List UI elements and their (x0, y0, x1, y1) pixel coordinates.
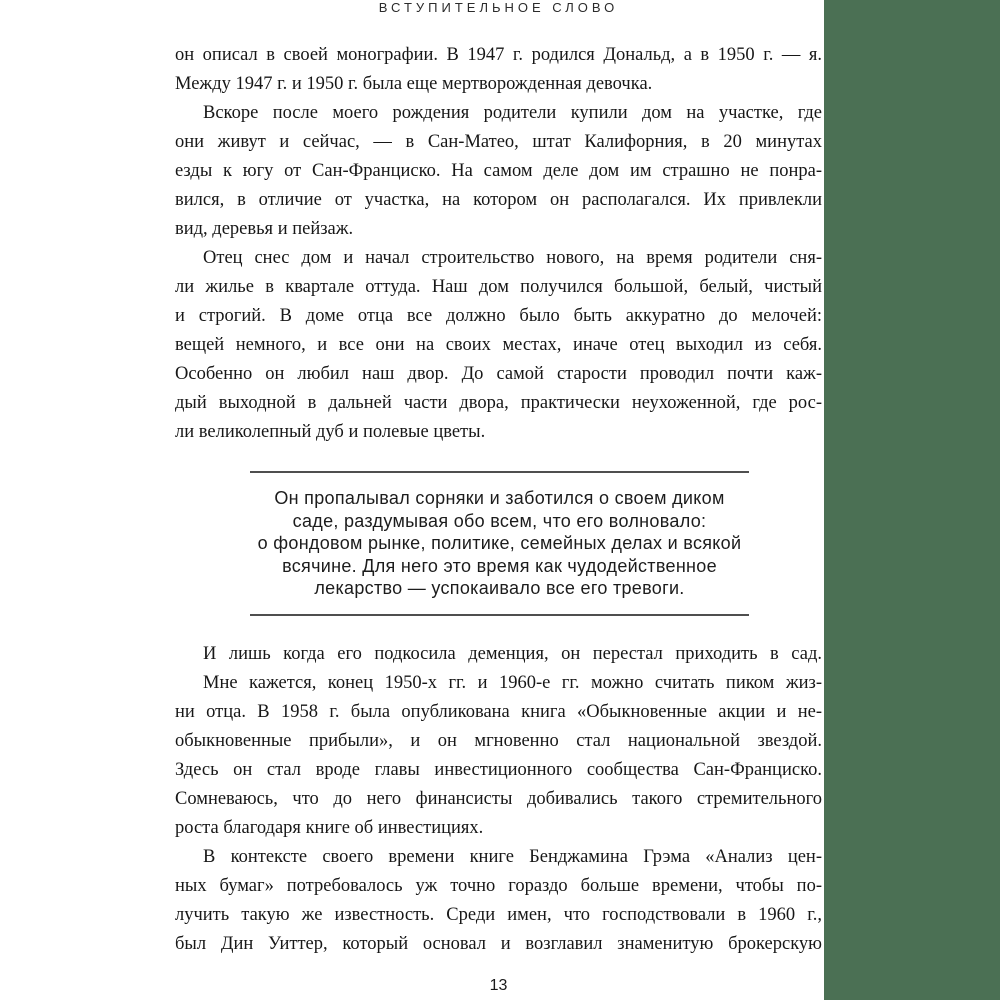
body-line: он описал в своей монографии. В 1947 г. родился Дональд, а в 1950 г. — я. (175, 45, 822, 65)
body-line: В контексте своего времени книге Бенджамина Грэма «Анализ цен- (203, 847, 822, 867)
body-line: Отец снес дом и начал строительство нового, на время родители сня- (203, 248, 822, 268)
pull-quote (250, 471, 749, 616)
quote-line: лекарство — успокаивало все его тревоги. (314, 578, 685, 599)
quote-line: о фондовом рынке, политике, семейных делах и всякой (257, 533, 742, 554)
body-line: и строгий. В доме отца все должно было быть аккуратно до мелочей: (175, 306, 822, 326)
quote-line: саде, раздумывая обо всем, что его волновало: (292, 510, 707, 531)
body-line: ных бумаг» потребовалось уж точно гораздо больше времени, чтобы по- (175, 876, 822, 896)
body-block-bottom (175, 640, 822, 959)
paragraph (175, 640, 822, 669)
paragraph (175, 99, 822, 244)
quote-line: всячине. Для него это время как чудодейственное (282, 555, 717, 576)
body-line: вид, деревья и пейзаж. (175, 219, 354, 239)
paragraph (175, 244, 822, 447)
body-line: обыкновенные прибыли», и он мгновенно стал национальной звездой. (175, 731, 822, 751)
body-line: лучить такую же известность. Среди имен, что господствовали в 1960 г., (175, 905, 822, 925)
body-line: они живут и сейчас, — в Сан-Матео, штат Калифорния, в 20 минутах (175, 132, 822, 152)
paragraph (175, 843, 822, 959)
text-column (175, 0, 822, 1000)
page-number: 13 (489, 977, 508, 994)
reader-background-panel (824, 0, 1000, 1000)
body-line: Особенно он любил наш двор. До самой старости проводил почти каж- (175, 364, 822, 384)
body-line: езды к югу от Сан-Франциско. На самом деле дом им страшно не понра- (175, 161, 822, 181)
body-block-top (175, 41, 822, 447)
body-line: Здесь он стал вроде главы инвестиционного сообщества Сан-Франциско. (175, 760, 822, 780)
body-line: вещей немного, и все они на своих местах, иначе отец выходил из себя. (175, 335, 822, 355)
body-line: ли жилье в квартале оттуда. Наш дом получился большой, белый, чистый (175, 277, 822, 297)
body-line: Между 1947 г. и 1950 г. была еще мертворожденная девочка. (175, 74, 653, 94)
chapter-header: ВСТУПИТЕЛЬНОЕ СЛОВО (378, 0, 619, 15)
quote-line: Он пропалывал сорняки и заботился о своем диком (274, 488, 725, 509)
body-line: ли великолепный дуб и полевые цветы. (175, 422, 486, 442)
body-line: дый выходной в дальней части двора, практически неухоженной, где рос- (175, 393, 822, 413)
body-line: роста благодаря книге об инвестициях. (175, 818, 484, 838)
paragraph (175, 41, 822, 99)
body-line: ни отца. В 1958 г. была опубликована книга «Обыкновенные акции и не- (175, 702, 822, 722)
body-line: был Дин Уиттер, который основал и возглавил знаменитую брокерскую (175, 934, 822, 954)
body-line: Мне кажется, конец 1950-х гг. и 1960-е гг. можно считать пиком жиз- (203, 673, 822, 693)
body-line: Сомневаюсь, что до него финансисты добивались такого стремительного (175, 789, 822, 809)
body-line: вился, в отличие от участка, на котором он располагался. Их привлекли (175, 190, 822, 210)
body-line: Вскоре после моего рождения родители купили дом на участке, где (203, 103, 822, 123)
paragraph (175, 669, 822, 843)
body-line: И лишь когда его подкосила деменция, он перестал приходить в сад. (203, 644, 822, 664)
